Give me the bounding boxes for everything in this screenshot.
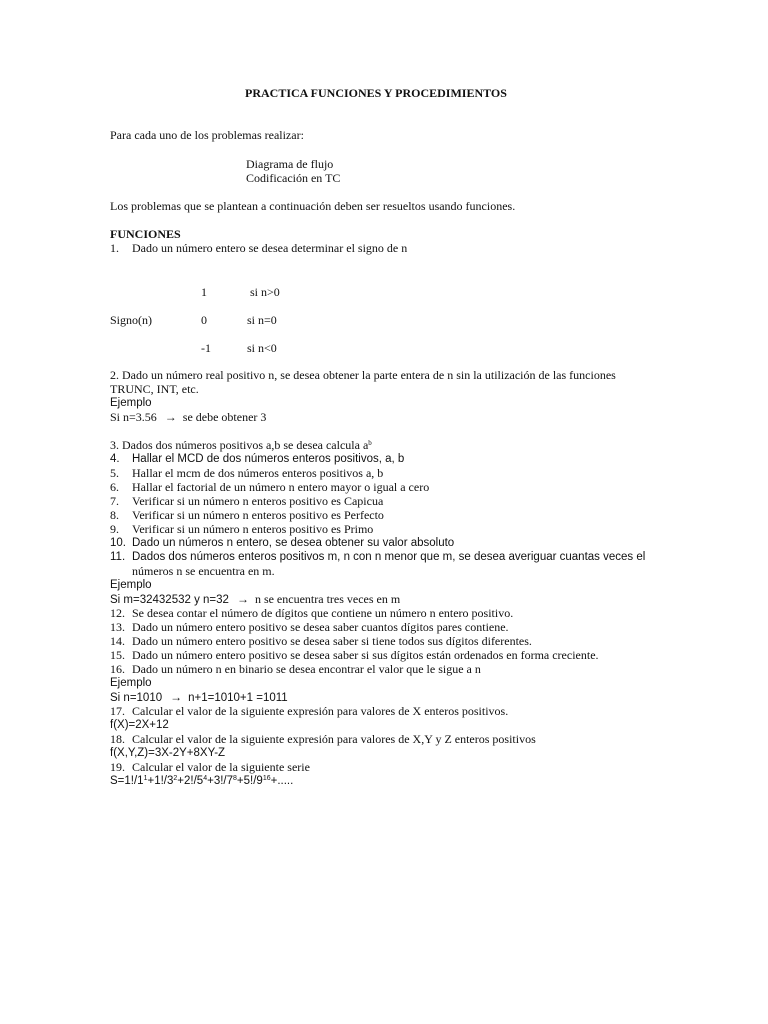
superscript: 16 [262,775,271,782]
item-text: Dado un número entero positivo se desea saber si tiene todos sus dígitos diferentes. [132,634,532,648]
problem-11-continuation: números n se encuentra en m. [132,564,275,578]
item-text: Calcular el valor de la siguiente serie [132,760,310,774]
series-term: +2!/5 [177,775,204,787]
item-number: 15. [110,648,125,662]
sign-condition: si n=0 [247,313,277,327]
item-number: 11. [110,551,126,563]
list-item [110,606,513,620]
item-text: Hallar el factorial de un número n entero mayor o igual a cero [132,480,430,494]
section-heading: FUNCIONES [110,227,181,241]
item-text: Hallar el mcm de dos números enteros positivos a, b [132,466,384,480]
task-item: Diagrama de flujo [246,157,334,171]
item-text: Verificar si un número n enteros positivo es Primo [132,522,374,536]
sign-label: Signo(n) [110,313,152,327]
item-number: 14. [110,634,125,648]
series-formula [110,774,293,788]
list-item [110,508,384,522]
example-right: se debe obtener 3 [182,410,267,424]
formula-18: f(X,Y,Z)=3X-2Y+8XY-Z [110,747,226,759]
problem-3 [110,438,372,452]
item-number: 4. [110,453,120,465]
example-right: n+1=1010+1 =1011 [188,692,288,704]
item-number: 6. [110,480,119,494]
item-number: 8. [110,508,119,522]
formula-17: f(X)=2X+12 [110,719,169,731]
list-item [110,452,404,466]
list-item [110,648,599,662]
item-text: Se desea contar el número de dígitos que contiene un número n entero positivo. [132,606,514,620]
list-item [110,536,454,550]
item-number: 10. [110,537,126,549]
list-item [110,466,383,480]
list-item [110,522,373,536]
intro-text: Para cada uno de los problemas realizar: [110,128,304,142]
series-term: S=1!/1 [110,775,144,787]
task-item: Codificación en TC [246,171,341,185]
list-item [110,732,536,746]
problem-2-line-2: TRUNC, INT, etc. [110,382,199,396]
example-left: Si n=3.56 [110,410,157,424]
example-label: Ejemplo [110,397,152,409]
series-term: +5!/9 [236,775,263,787]
item-text: Calcular el valor de la siguiente expresión para valores de X enteros positivos. [132,704,509,718]
example-16 [110,690,288,705]
list-item [110,704,508,718]
note-text: Los problemas que se plantean a continuación deben ser resueltos usando funciones. [110,199,516,213]
series-term: +1!/3 [147,775,174,787]
example-11 [110,592,400,607]
superscript: 4 [203,775,208,782]
series-term: +..... [270,775,294,787]
item-number: 12. [110,606,125,620]
item-text: Calcular el valor de la siguiente expresión para valores de X,Y y Z enteros positivos [132,732,536,746]
list-item [110,760,310,774]
list-item [110,620,509,634]
item-text: Dado un números n entero, se desea obtener su valor absoluto [132,537,455,549]
item-number: 17. [110,704,125,718]
item-text: Hallar el MCD de dos números enteros positivos, a, b [132,453,405,465]
list-item [110,634,532,648]
list-item [110,662,481,676]
item-number: 16. [110,662,125,676]
item-text: Dado un número entero positivo se desea saber si sus dígitos están ordenados en forma creciente. [132,648,599,662]
sign-condition: si n<0 [247,341,277,355]
example-left: Si n=1010 [110,692,163,704]
example-left: Si m=32432532 y n=32 [110,594,229,606]
problem-2-line-1: 2. Dado un número real positivo n, se desea obtener la parte entera de n sin la utilización de las funciones [110,368,616,382]
superscript: 1 [143,775,148,782]
example-right: n se encuentra tres veces en m [254,592,401,606]
item-number: 19. [110,760,125,774]
sign-value: 0 [201,313,207,327]
superscript: 8 [233,775,237,782]
item-text: Dados dos números enteros positivos m, n con n menor que m, se desea averiguar cuantas veces el [132,551,646,563]
sign-value: 1 [201,285,207,299]
item-number: 7. [110,494,119,508]
sign-condition: si n>0 [250,285,280,299]
arrow-icon: → [170,690,183,704]
item-number: 5. [110,466,119,480]
item-number: 18. [110,732,125,746]
item-text: Dado un número entero se desea determinar el signo de n [132,241,408,255]
series-term: +3!/7 [207,775,234,787]
list-item [110,480,429,494]
item-text: Dado un número entero positivo se desea saber cuantos dígitos pares contiene. [132,620,509,634]
superscript: 2 [173,775,178,782]
item-text: Verificar si un número n enteros positivo es Capicua [132,494,384,508]
item-number: 13. [110,620,125,634]
item-number: 1. [110,241,119,255]
example-2 [110,410,266,424]
arrow-icon: → [236,592,249,606]
list-item [110,494,383,508]
item-text: 3. Dados dos números positivos a,b se desea calcula a [110,438,369,452]
arrow-icon: → [164,410,177,424]
list-item [110,550,645,564]
item-text: Verificar si un número n enteros positivo es Perfecto [132,508,384,522]
problem-1 [110,241,407,255]
superscript: b [368,439,372,447]
item-text: Dado un número n en binario se desea encontrar el valor que le sigue a n [132,662,481,676]
page-title: PRACTICA FUNCIONES Y PROCEDIMIENTOS [245,86,507,100]
example-label: Ejemplo [110,579,152,591]
sign-value: -1 [201,341,211,355]
item-number: 9. [110,522,119,536]
example-label: Ejemplo [110,677,152,689]
